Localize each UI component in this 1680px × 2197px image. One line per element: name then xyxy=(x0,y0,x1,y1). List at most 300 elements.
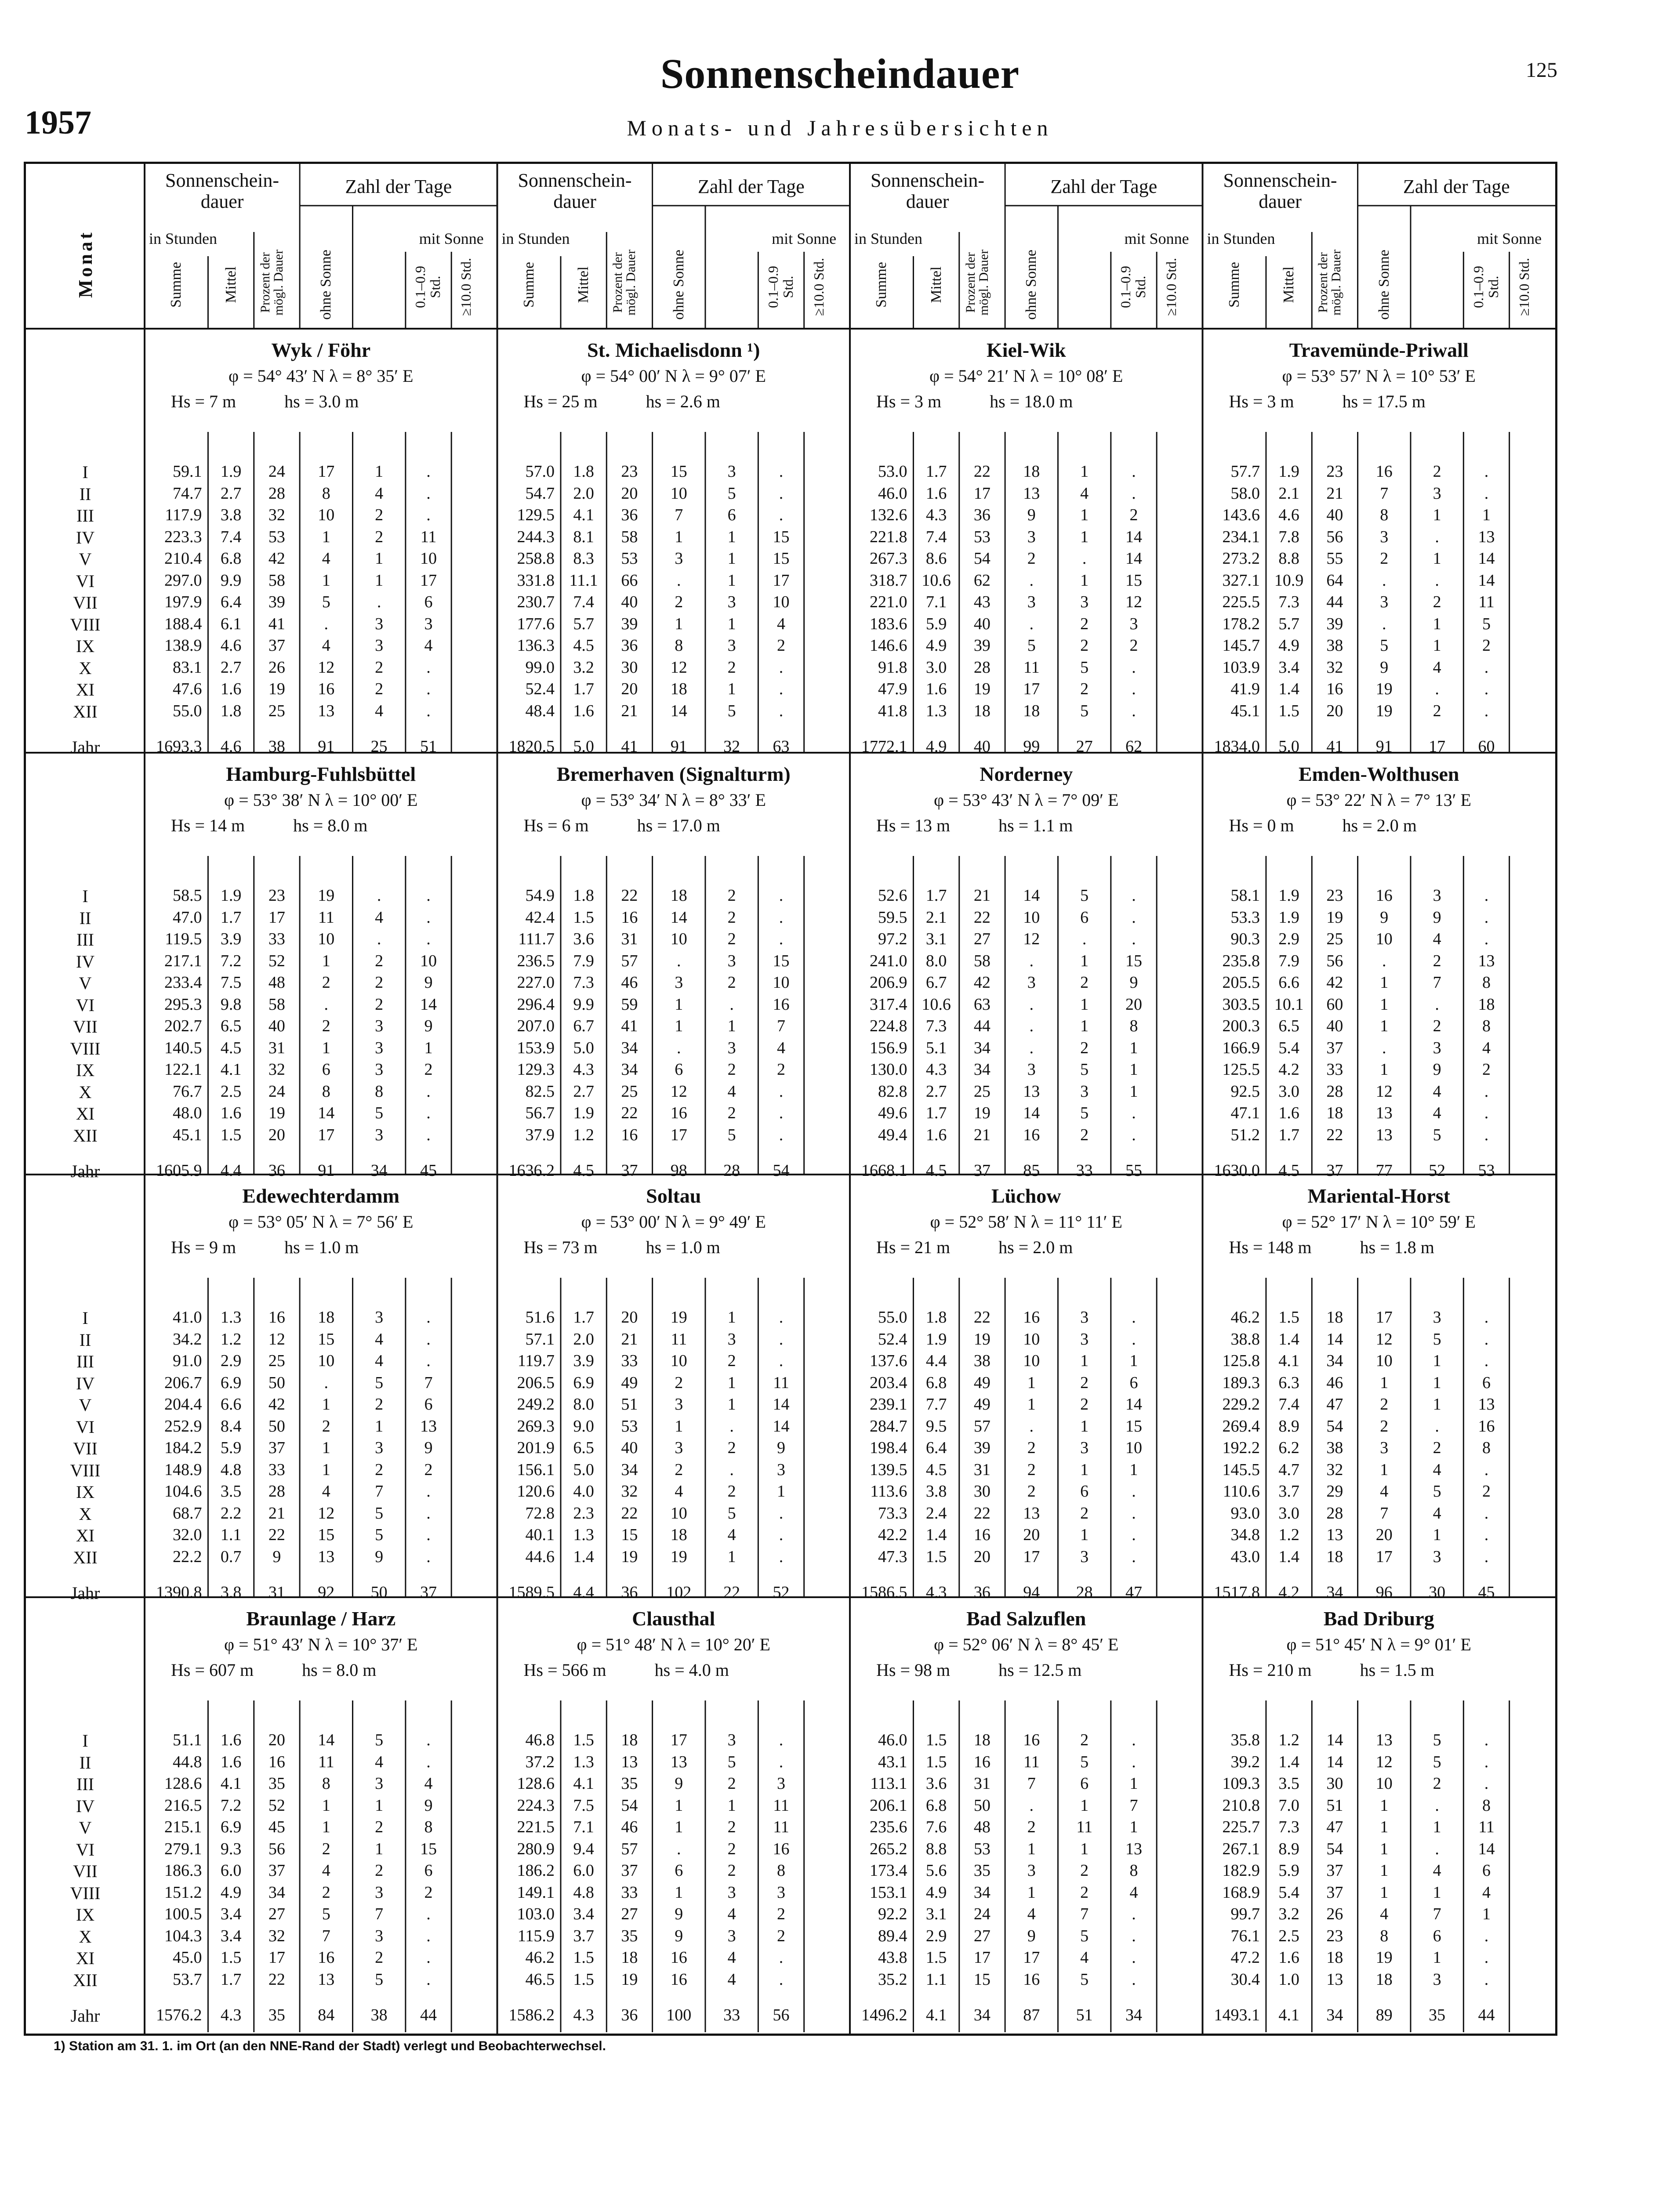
table-cell: 16 xyxy=(318,680,335,698)
table-cell: 156.9 xyxy=(869,1038,907,1057)
table-cell: 16 xyxy=(1478,1417,1495,1436)
station-name: Braunlage / Harz xyxy=(246,1607,396,1630)
instrument-height: hs = 3.0 m xyxy=(284,392,359,411)
table-cell: 11 xyxy=(1023,658,1040,677)
table-cell: 7.1 xyxy=(573,1818,594,1836)
station-heights xyxy=(171,1660,497,1680)
table-cell: 151.2 xyxy=(164,1883,202,1902)
table-cell: 7.4 xyxy=(573,593,594,611)
table-cell: 17 xyxy=(1375,1547,1393,1566)
with-sun-subheader: mit Sonne xyxy=(772,230,837,247)
table-cell: 51 xyxy=(420,737,437,756)
table-cell: 54 xyxy=(773,1161,790,1180)
table-cell: 3.0 xyxy=(925,658,947,677)
table-cell: 223.3 xyxy=(164,527,202,546)
table-cell: 13 xyxy=(1478,951,1495,970)
table-cell: 1 xyxy=(322,1439,330,1457)
table-cell: . xyxy=(1484,1308,1489,1327)
table-cell: 1 xyxy=(322,1460,330,1479)
table-cell: 16 xyxy=(773,1839,790,1858)
table-cell: . xyxy=(1132,1504,1136,1523)
table-cell: 4.5 xyxy=(1278,1161,1299,1180)
table-cell: 1.7 xyxy=(925,1104,947,1122)
table-cell: . xyxy=(1484,1731,1489,1749)
table-cell: 47.1 xyxy=(1230,1104,1260,1122)
table-cell: 53.3 xyxy=(1230,908,1260,927)
table-cell: 33 xyxy=(621,1352,638,1370)
table-cell: . xyxy=(779,1125,784,1144)
table-cell: 1 xyxy=(675,1417,683,1436)
table-cell: 18 xyxy=(1326,1547,1343,1566)
table-cell: 54 xyxy=(973,549,991,568)
table-cell: 50 xyxy=(268,1417,285,1436)
table-cell: 50 xyxy=(268,1373,285,1392)
table-cell: 4.4 xyxy=(573,1583,594,1602)
with-sun-subheader: mit Sonne xyxy=(1124,230,1189,247)
month-label: XI xyxy=(76,1526,95,1545)
table-cell: 13 xyxy=(318,1970,335,1989)
table-cell: 2 xyxy=(1433,593,1441,611)
table-cell: 19 xyxy=(973,1104,991,1122)
table-cell: 4 xyxy=(777,1038,785,1057)
station-height-above-sea: Hs = 607 m xyxy=(171,1660,254,1680)
month-label: V xyxy=(79,549,92,569)
table-cell: 11 xyxy=(318,908,334,927)
station-name: Travemünde-Priwall xyxy=(1289,339,1469,361)
table-cell: 1 xyxy=(1080,506,1089,524)
table-cell: 21 xyxy=(1326,484,1343,503)
table-cell: 7.4 xyxy=(1278,1395,1299,1414)
table-cell: 1517.8 xyxy=(1214,1583,1260,1602)
table-cell: 58 xyxy=(268,995,285,1014)
table-cell: 166.9 xyxy=(1222,1038,1260,1057)
table-cell: 21 xyxy=(973,1125,991,1144)
station-coordinates: φ = 54° 00′ N λ = 9° 07′ E xyxy=(581,366,766,386)
table-cell: 5 xyxy=(727,1125,736,1144)
table-cell: 7 xyxy=(1027,1774,1036,1793)
table-cell: 1586.5 xyxy=(861,1583,907,1602)
table-cell: . xyxy=(1484,680,1489,698)
table-cell: 6 xyxy=(1080,1774,1089,1793)
table-cell: 33 xyxy=(621,1883,638,1902)
table-cell: . xyxy=(779,1504,784,1523)
table-cell: 2 xyxy=(1482,636,1491,655)
table-cell: 21 xyxy=(621,701,638,720)
table-cell: 122.1 xyxy=(164,1060,202,1079)
month-label: VII xyxy=(73,593,98,613)
table-cell: 26 xyxy=(268,658,285,677)
table-cell: 1.6 xyxy=(925,484,947,503)
table-cell: 36 xyxy=(973,1583,991,1602)
table-cell: . xyxy=(779,1352,784,1370)
table-cell: 14 xyxy=(1125,527,1142,546)
table-cell: 1.5 xyxy=(573,908,594,927)
short-sun-column-header: 0.1–0.9 Std. xyxy=(1118,266,1148,308)
table-cell: 2.3 xyxy=(573,1504,594,1523)
with-sun-subheader: mit Sonne xyxy=(419,230,484,247)
table-cell: 57.1 xyxy=(525,1330,555,1349)
table-cell: 14 xyxy=(1023,886,1040,905)
table-cell: 296.4 xyxy=(517,995,555,1014)
table-cell: 1 xyxy=(1433,506,1441,524)
table-cell: 48 xyxy=(973,1818,991,1836)
table-cell: 13 xyxy=(318,1547,335,1566)
station-name: Wyk / Föhr xyxy=(271,339,371,361)
table-cell: 3.5 xyxy=(220,1482,242,1501)
table-cell: 30.4 xyxy=(1230,1970,1260,1989)
table-cell: 269.3 xyxy=(517,1417,555,1436)
table-cell: 20 xyxy=(973,1547,991,1566)
table-cell: 4 xyxy=(727,1082,736,1101)
table-cell: 4.5 xyxy=(220,1038,242,1057)
table-cell: 4.4 xyxy=(925,1352,947,1370)
table-cell: 6 xyxy=(1080,1482,1089,1501)
table-cell: 1.4 xyxy=(1278,680,1299,698)
table-cell: 32 xyxy=(621,1482,638,1501)
month-label: II xyxy=(79,1330,91,1350)
table-cell: . xyxy=(426,1731,431,1749)
table-cell: 1 xyxy=(1482,506,1491,524)
table-cell: 82.5 xyxy=(525,1082,555,1101)
table-cell: . xyxy=(1029,1038,1034,1057)
days-count-header: Zahl der Tage xyxy=(697,176,805,197)
table-cell: 2.9 xyxy=(220,1352,242,1370)
table-cell: 42.4 xyxy=(525,908,555,927)
instrument-height: hs = 17.5 m xyxy=(1342,392,1426,411)
table-cell: 14 xyxy=(1326,1330,1343,1349)
table-cell: 46.0 xyxy=(878,1731,907,1749)
table-cell: 1834.0 xyxy=(1214,737,1260,756)
table-cell: 3 xyxy=(1433,1970,1441,1989)
table-cell: 3 xyxy=(727,1038,736,1057)
table-cell: 128.6 xyxy=(164,1774,202,1793)
table-cell: 104.3 xyxy=(164,1926,202,1945)
table-cell: 5 xyxy=(375,1104,384,1122)
table-cell: 22 xyxy=(973,908,991,927)
table-cell: 183.6 xyxy=(869,614,907,633)
table-cell: 1 xyxy=(322,1038,330,1057)
table-cell: 1630.0 xyxy=(1214,1161,1260,1180)
table-cell: 40 xyxy=(621,1439,638,1457)
table-cell: 206.9 xyxy=(869,973,907,992)
table-cell: 269.4 xyxy=(1222,1417,1260,1436)
table-cell: 1589.5 xyxy=(508,1583,555,1602)
table-cell: 110.6 xyxy=(1223,1482,1260,1501)
table-cell: 36 xyxy=(973,506,991,524)
table-cell: 1.5 xyxy=(925,1948,947,1967)
table-cell: 5 xyxy=(1027,636,1036,655)
table-cell: 41 xyxy=(268,614,285,633)
month-label: VIII xyxy=(70,614,101,634)
table-cell: 6.5 xyxy=(1278,1017,1299,1035)
month-label: V xyxy=(79,1818,92,1838)
table-cell: 5 xyxy=(1433,1752,1441,1771)
table-cell: . xyxy=(426,1125,431,1144)
table-cell: 6.6 xyxy=(1278,973,1299,992)
table-cell: 51.1 xyxy=(172,1731,202,1749)
table-cell: 9 xyxy=(1129,973,1138,992)
table-cell: 16 xyxy=(670,1970,687,1989)
table-cell: 18 xyxy=(1375,1970,1393,1989)
table-cell: 6.9 xyxy=(573,1373,594,1392)
table-cell: 15 xyxy=(1125,951,1142,970)
table-cell: 1 xyxy=(777,1482,785,1501)
table-cell: 1.5 xyxy=(573,1731,594,1749)
table-cell: 43.0 xyxy=(1230,1547,1260,1566)
table-cell: 47 xyxy=(1125,1583,1142,1602)
table-cell: 1493.1 xyxy=(1214,2006,1260,2024)
table-cell: 3 xyxy=(777,1883,785,1902)
month-label: VIII xyxy=(70,1038,101,1059)
table-cell: 4 xyxy=(1433,930,1441,948)
table-cell: 104.6 xyxy=(164,1482,202,1501)
table-cell: 1.9 xyxy=(220,886,242,905)
table-cell: 8 xyxy=(1129,1017,1138,1035)
table-cell: 3 xyxy=(1027,1060,1036,1079)
table-cell: 5 xyxy=(1080,1970,1089,1989)
table-cell: 1.5 xyxy=(573,1948,594,1967)
table-cell: 1 xyxy=(1080,462,1089,481)
table-cell: 43.8 xyxy=(878,1948,907,1967)
table-cell: 94 xyxy=(1023,1583,1040,1602)
table-cell: 19 xyxy=(1326,908,1343,927)
month-column-header: Monat xyxy=(75,230,96,298)
table-cell: 59 xyxy=(621,995,638,1014)
without-sun-column-header: ohne Sonne xyxy=(1375,250,1392,320)
table-cell: 221.0 xyxy=(869,593,907,611)
table-cell: 3.4 xyxy=(1278,658,1299,677)
table-cell: 4 xyxy=(1080,1948,1089,1967)
table-cell: 6 xyxy=(322,1060,330,1079)
table-cell: 8.9 xyxy=(1278,1417,1299,1436)
table-cell: 6 xyxy=(1482,1861,1491,1880)
table-cell: 19 xyxy=(268,1104,285,1122)
table-cell: 63 xyxy=(773,737,790,756)
table-cell: 22 xyxy=(973,1504,991,1523)
table-cell: 4.9 xyxy=(925,636,947,655)
table-cell: 27 xyxy=(973,1926,991,1945)
table-cell: . xyxy=(779,658,784,677)
table-cell: 2 xyxy=(727,1104,736,1122)
percent-column-header: Prozent der mögl. Dauer xyxy=(1316,250,1344,315)
table-cell: 53 xyxy=(973,527,991,546)
table-cell: 1 xyxy=(1080,1796,1089,1815)
table-cell: 198.4 xyxy=(869,1439,907,1457)
table-cell: 2 xyxy=(322,973,330,992)
table-cell: 236.5 xyxy=(517,951,555,970)
table-cell: 1 xyxy=(727,571,736,590)
table-cell: . xyxy=(779,908,784,927)
station-coordinates: φ = 51° 48′ N λ = 10° 20′ E xyxy=(577,1635,770,1654)
table-cell: 1 xyxy=(1027,1883,1036,1902)
table-cell: 32 xyxy=(1326,1460,1343,1479)
month-label: XI xyxy=(76,1948,95,1968)
table-cell: 1.1 xyxy=(220,1526,242,1544)
table-cell: 3.2 xyxy=(573,658,594,677)
table-cell: 15 xyxy=(1125,1417,1142,1436)
table-cell: 12 xyxy=(1023,930,1040,948)
table-cell: 77 xyxy=(1375,1161,1393,1180)
table-cell: 7 xyxy=(675,506,683,524)
table-cell: 2 xyxy=(1433,951,1441,970)
table-cell: 99 xyxy=(1023,737,1040,756)
table-cell: 25 xyxy=(1326,930,1343,948)
table-cell: 3 xyxy=(1080,1308,1089,1327)
table-cell: 85 xyxy=(1023,1161,1040,1180)
without-sun-column-header: ohne Sonne xyxy=(670,250,687,320)
table-cell: 3.7 xyxy=(1278,1482,1299,1501)
table-cell: 14 xyxy=(1478,571,1495,590)
table-cell: 2.5 xyxy=(1278,1926,1299,1945)
table-cell: 31 xyxy=(621,930,638,948)
table-cell: 230.7 xyxy=(517,593,555,611)
table-cell: 1 xyxy=(1380,1818,1389,1836)
month-label: I xyxy=(82,1308,88,1328)
table-cell: 224.8 xyxy=(869,1017,907,1035)
table-cell: 17 xyxy=(318,462,335,481)
table-cell: 41 xyxy=(1326,737,1343,756)
table-cell: 58 xyxy=(621,527,638,546)
station-height-above-sea: Hs = 13 m xyxy=(876,816,951,835)
table-cell: 45.0 xyxy=(172,1948,202,1967)
table-cell: 295.3 xyxy=(164,995,202,1014)
table-cell: 2.5 xyxy=(220,1082,242,1101)
table-cell: 39 xyxy=(1326,614,1343,633)
table-cell: 52.4 xyxy=(878,1330,907,1349)
table-cell: 117.9 xyxy=(165,506,202,524)
table-cell: . xyxy=(1484,1330,1489,1349)
table-cell: . xyxy=(1484,1970,1489,1989)
table-cell: 8.6 xyxy=(925,549,947,568)
table-cell: 9 xyxy=(375,1547,384,1566)
table-cell: 4.3 xyxy=(925,1583,947,1602)
table-cell: 12 xyxy=(1375,1330,1393,1349)
table-cell: . xyxy=(779,1330,784,1349)
table-cell: 16 xyxy=(1023,1125,1040,1144)
table-cell: 1.6 xyxy=(220,680,242,698)
table-cell: 1605.9 xyxy=(156,1161,202,1180)
table-cell: . xyxy=(426,680,431,698)
table-cell: 3.1 xyxy=(925,930,947,948)
table-cell: 6.8 xyxy=(925,1373,947,1392)
table-cell: 39 xyxy=(973,636,991,655)
table-cell: . xyxy=(779,1948,784,1967)
station-heights xyxy=(1229,1660,1556,1680)
table-cell: . xyxy=(1132,462,1136,481)
table-cell: 14 xyxy=(1125,1395,1142,1414)
table-cell: 9 xyxy=(424,1017,433,1035)
table-cell: 1 xyxy=(322,1395,330,1414)
table-cell: 7.5 xyxy=(573,1796,594,1815)
month-label: X xyxy=(79,658,92,678)
table-cell: 44 xyxy=(1478,2006,1495,2024)
table-cell: 3 xyxy=(375,1060,384,1079)
table-cell: 139.5 xyxy=(869,1460,907,1479)
table-cell: 2 xyxy=(727,886,736,905)
table-cell: 16 xyxy=(318,1948,335,1967)
table-cell: 2 xyxy=(1080,1395,1089,1414)
table-cell: 5.9 xyxy=(1278,1861,1299,1880)
table-cell: . xyxy=(324,1373,329,1392)
table-cell: 2 xyxy=(727,1861,736,1880)
table-cell: 34 xyxy=(268,1883,285,1902)
table-cell: 19 xyxy=(1375,680,1393,698)
table-cell: 34 xyxy=(973,2006,991,2024)
table-cell: 1.5 xyxy=(573,1970,594,1989)
table-cell: 57 xyxy=(621,1839,638,1858)
table-cell: 2 xyxy=(375,1861,384,1880)
table-cell: 7.3 xyxy=(925,1017,947,1035)
table-cell: 5 xyxy=(1433,1125,1441,1144)
percent-column-header: Prozent der mögl. Dauer xyxy=(610,250,639,315)
month-label: I xyxy=(82,886,88,906)
table-cell: 128.6 xyxy=(517,1774,555,1793)
table-cell: 1 xyxy=(322,1818,330,1836)
table-cell: 4.1 xyxy=(573,506,594,524)
table-cell: 1.6 xyxy=(1278,1104,1299,1122)
table-cell: 1.6 xyxy=(220,1104,242,1122)
table-cell: 92.2 xyxy=(878,1905,907,1923)
table-cell: 156.1 xyxy=(517,1460,555,1479)
table-cell: 13 xyxy=(1478,527,1495,546)
table-cell: 25 xyxy=(621,1082,638,1101)
table-cell: 34.8 xyxy=(1230,1526,1260,1544)
table-cell: 47 xyxy=(1326,1395,1343,1414)
table-cell: 1 xyxy=(1080,1839,1089,1858)
table-cell: 1 xyxy=(727,1373,736,1392)
table-cell: 1 xyxy=(1080,951,1089,970)
table-cell: 5.9 xyxy=(925,614,947,633)
table-cell: . xyxy=(1132,484,1136,503)
station-coordinates: φ = 53° 00′ N λ = 9° 49′ E xyxy=(581,1212,766,1232)
table-cell: 18 xyxy=(973,1731,991,1749)
table-cell: 3.4 xyxy=(220,1905,242,1923)
table-cell: 40 xyxy=(268,1017,285,1035)
table-cell: 5 xyxy=(1080,1060,1089,1079)
table-cell: . xyxy=(1484,1082,1489,1101)
table-cell: 1 xyxy=(1433,1948,1441,1967)
table-cell: . xyxy=(1082,549,1087,568)
table-cell: 27 xyxy=(268,1905,285,1923)
month-label: XII xyxy=(73,701,98,721)
table-cell: 203.4 xyxy=(869,1373,907,1392)
table-cell: . xyxy=(779,1526,784,1544)
table-cell: 1 xyxy=(1380,1017,1389,1035)
table-cell: 11 xyxy=(773,1818,789,1836)
table-cell: 4 xyxy=(375,1752,384,1771)
table-cell: 215.1 xyxy=(164,1818,202,1836)
table-cell: 6.0 xyxy=(573,1861,594,1880)
table-cell: 2 xyxy=(1080,1373,1089,1392)
table-cell: 10 xyxy=(1023,908,1040,927)
table-cell: 1.2 xyxy=(1278,1731,1299,1749)
sunshine-duration-header: Sonnenschein-dauer xyxy=(1223,170,1337,212)
station-name: Soltau xyxy=(646,1185,701,1207)
table-cell: 11 xyxy=(671,1330,687,1349)
table-cell: 16 xyxy=(670,1104,687,1122)
table-cell: . xyxy=(1435,1839,1439,1858)
table-cell: 13 xyxy=(1023,484,1040,503)
table-cell: 2.1 xyxy=(925,908,947,927)
table-cell: 3.5 xyxy=(1278,1774,1299,1793)
table-cell: 1.3 xyxy=(220,1308,242,1327)
table-cell: . xyxy=(377,886,381,905)
table-cell: 2 xyxy=(1080,1883,1089,1902)
table-cell: 51 xyxy=(1076,2006,1093,2024)
table-cell: 9.9 xyxy=(573,995,594,1014)
table-cell: 6.0 xyxy=(220,1861,242,1880)
station-name: Hamburg-Fuhlsbüttel xyxy=(226,763,416,785)
